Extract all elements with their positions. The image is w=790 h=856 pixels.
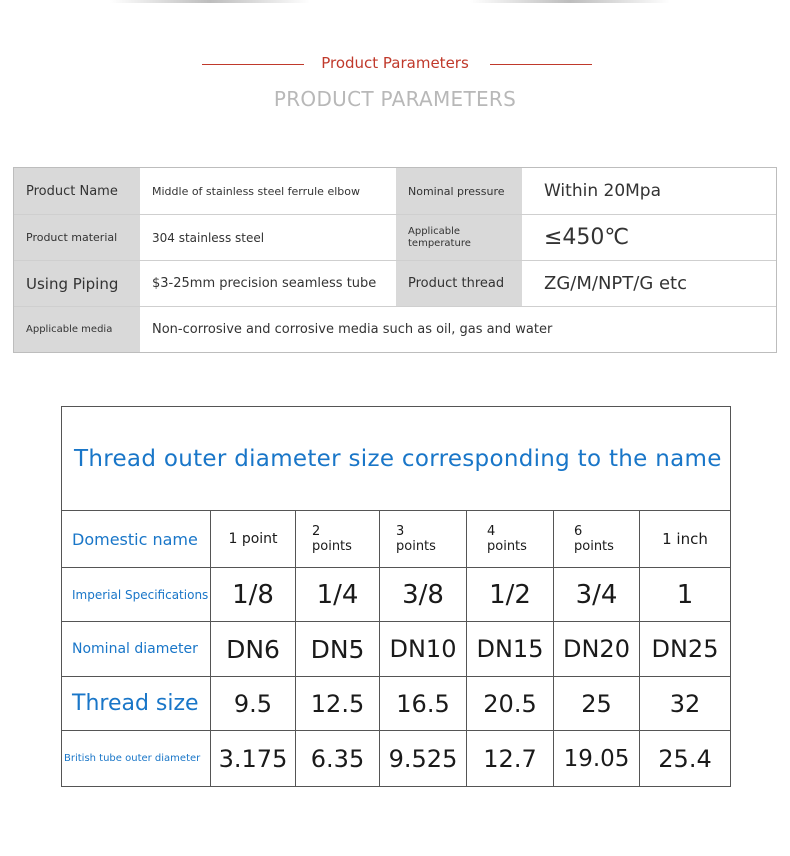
row-label: Imperial Specifications xyxy=(72,587,209,602)
table-cell: 3/8 xyxy=(379,568,466,621)
table-cell: 9.525 xyxy=(379,731,466,786)
param-label: Applicable media xyxy=(14,307,140,352)
section-subtitle: PRODUCT PARAMETERS xyxy=(273,87,517,111)
table-cell: 25.4 xyxy=(639,731,730,786)
row-label: British tube outer diameter xyxy=(64,753,201,764)
param-value: 304 stainless steel xyxy=(140,215,396,260)
table-cell: DN25 xyxy=(639,622,730,676)
thread-row xyxy=(62,511,730,568)
parameters-row xyxy=(14,261,776,307)
row-label: Thread size xyxy=(72,691,199,716)
parameters-row xyxy=(14,307,776,352)
row-label: Nominal diameter xyxy=(72,641,198,657)
param-value: Middle of stainless steel ferrule elbow xyxy=(140,168,396,214)
table-cell: 3.175 xyxy=(210,731,295,786)
top-divider-left xyxy=(110,0,310,3)
table-cell: 1 xyxy=(639,568,730,621)
param-value: Non-corrosive and corrosive media such as oil, gas and water xyxy=(140,307,776,352)
thread-row xyxy=(62,731,730,786)
param-label: Product material xyxy=(14,215,140,260)
thread-row xyxy=(62,622,730,677)
table-cell: DN5 xyxy=(295,622,379,676)
table-cell: 9.5 xyxy=(210,677,295,730)
param-value: Within 20Mpa xyxy=(522,168,776,214)
table-cell: 4 points xyxy=(466,511,553,567)
table-cell: 6.35 xyxy=(295,731,379,786)
thread-table-title: Thread outer diameter size corresponding to the name xyxy=(62,407,730,511)
thread-row xyxy=(62,677,730,731)
table-cell: 32 xyxy=(639,677,730,730)
section-title: Product Parameters xyxy=(321,54,469,72)
table-cell: 20.5 xyxy=(466,677,553,730)
table-cell: 3 points xyxy=(379,511,466,567)
table-cell: 1 point xyxy=(210,511,295,567)
table-cell: DN6 xyxy=(210,622,295,676)
table-cell: 16.5 xyxy=(379,677,466,730)
table-cell: 2 points xyxy=(295,511,379,567)
table-cell: 19.05 xyxy=(553,731,639,786)
table-cell: DN20 xyxy=(553,622,639,676)
table-cell: 1/8 xyxy=(210,568,295,621)
thread-row xyxy=(62,568,730,622)
param-label: Using Piping xyxy=(14,261,140,306)
param-value: ZG/M/NPT/G etc xyxy=(522,261,776,306)
param-label: Applicable temperature xyxy=(396,215,522,260)
table-cell: DN15 xyxy=(466,622,553,676)
row-label: Domestic name xyxy=(72,529,198,549)
table-cell: 6 points xyxy=(553,511,639,567)
table-cell: 1/4 xyxy=(295,568,379,621)
table-cell: 12.5 xyxy=(295,677,379,730)
param-label: Nominal pressure xyxy=(396,168,522,214)
param-value: $3-25mm precision seamless tube xyxy=(140,261,396,306)
top-divider-right xyxy=(470,0,670,3)
table-cell: DN10 xyxy=(379,622,466,676)
table-cell: 1 inch xyxy=(639,511,730,567)
parameters-row xyxy=(14,168,776,215)
parameters-table xyxy=(13,167,777,353)
param-label: Product thread xyxy=(396,261,522,306)
param-value: ≤450℃ xyxy=(522,215,776,260)
table-cell: 12.7 xyxy=(466,731,553,786)
param-label: Product Name xyxy=(14,168,140,214)
table-cell: 3/4 xyxy=(553,568,639,621)
table-cell: 25 xyxy=(553,677,639,730)
table-cell: 1/2 xyxy=(466,568,553,621)
parameters-row xyxy=(14,215,776,261)
thread-size-table xyxy=(61,406,731,787)
